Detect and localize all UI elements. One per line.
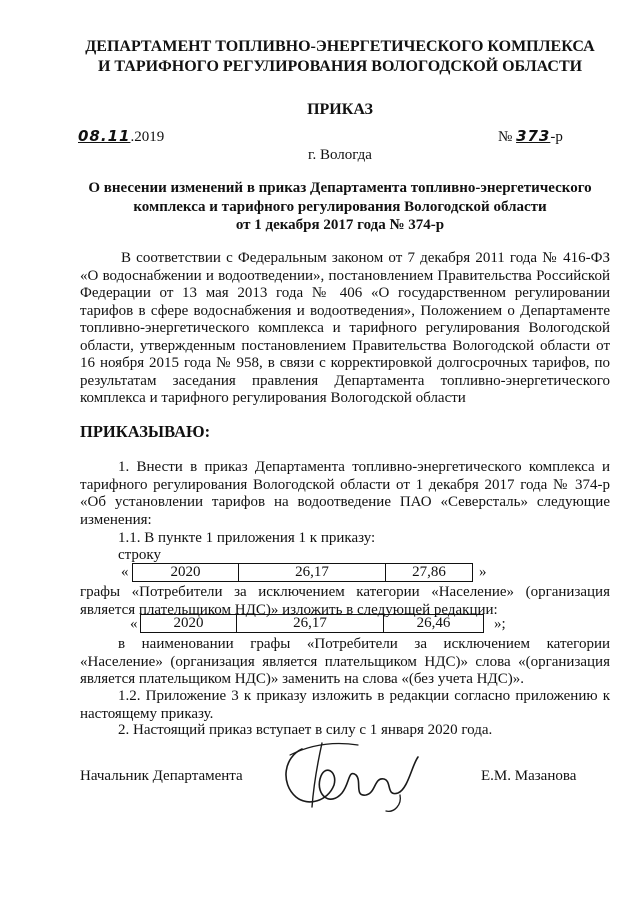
signature-stroke-1	[286, 749, 418, 802]
document-type: ПРИКАЗ	[307, 101, 373, 118]
document-subject	[72, 179, 608, 235]
preamble-paragraph: В соответствии с Федеральным законом от 7 декабря 2011 года № 416-ФЗ «О водоснабжении и водоотведении», постановлением Правительства Российской Федерации от 13 мая 2013 года № 406 «О государственном регулировании тарифов в сфере водоснабжения и водоотведения», Положением о Департаменте топливно-энергетического комплекса и тарифного регулирования Вологодской области, утвержденным постановлением Правительства Вологодской области от 16 ноября 2015 года № 958, в связи с корректировкой долгосрочных тарифов, по результатам заседания правления Департамента топливно-энергетического комплекса и тарифного регулирования Вологодской области	[80, 250, 610, 406]
row-word: строку	[118, 547, 161, 563]
signature-stroke-4	[386, 795, 400, 811]
quote-open-new: «	[130, 616, 138, 632]
subject-line-2: комплекса и тарифного регулирования Вологодской области	[133, 198, 547, 215]
quote-close-new: »;	[494, 616, 506, 632]
old-rate-value-2: 27,86	[386, 564, 473, 582]
subject-line-3: от 1 декабря 2017 года № 374-р	[235, 217, 445, 233]
organization-header	[70, 37, 610, 77]
document-number	[498, 127, 563, 146]
number-suffix: -р	[550, 129, 563, 145]
quote-open-old: «	[121, 564, 129, 580]
old-rate-value-1: 26,17	[239, 564, 386, 582]
signatory-name: Е.М. Мазанова	[481, 768, 577, 784]
new-rate-value-1: 26,17	[237, 615, 384, 633]
org-line-1: ДЕПАРТАМЕНТ ТОПЛИВНО-ЭНЕРГЕТИЧЕСКОГО КОМПЛЕКСА	[85, 38, 595, 55]
org-line-2: И ТАРИФНОГО РЕГУЛИРОВАНИЯ ВОЛОГОДСКОЙ ОБЛАСТИ	[97, 58, 583, 75]
item-2-paragraph: 2. Настоящий приказ вступает в силу с 1 января 2020 года.	[118, 722, 493, 738]
old-rate-year: 2020	[133, 564, 239, 582]
document-date	[78, 127, 164, 146]
item-1-1-paragraph: 1.1. В пункте 1 приложения 1 к приказу:	[118, 530, 376, 546]
order-word: ПРИКАЗЫВАЮ:	[80, 422, 211, 441]
old-rate-row	[132, 563, 473, 582]
signature-stroke-2	[312, 743, 322, 807]
date-year: .2019	[130, 129, 165, 145]
column-text-paragraph: графы «Потребители за исключением категории «Население» (организация является плательщиком НДС)» изложить в следующей редакции:	[80, 584, 610, 618]
new-rate-year: 2020	[141, 615, 237, 633]
new-rate-value-2: 26,46	[384, 615, 484, 633]
quote-close-old: »	[479, 564, 487, 580]
item-1-2-paragraph: 1.2. Приложение 3 к приказу изложить в редакции согласно приложению к настоящему приказу.	[80, 688, 610, 722]
handwritten-number: 373	[516, 127, 551, 145]
number-sign: №	[498, 129, 513, 145]
item-1-paragraph: 1. Внести в приказ Департамента топливно-энергетического комплекса и тарифного регулирования Вологодской области от 1 декабря 2017 года № 374-р «Об установлении тарифов на водоотведение ПАО «Северсталь» следующие изменения:	[80, 459, 610, 528]
signatory-position: Начальник Департамента	[80, 768, 243, 784]
new-rate-row	[140, 614, 484, 633]
handwritten-signature	[262, 735, 442, 815]
handwritten-date: 08.11	[78, 127, 131, 145]
subject-line-1: О внесении изменений в приказ Департамента топливно-энергетического	[88, 180, 592, 196]
city: г. Вологда	[308, 147, 372, 163]
rename-paragraph: в наименовании графы «Потребители за исключением категории «Население» (организация является плательщиком НДС)» слова «(организация является плательщиком НДС)» заменить на слова «(без учета НДС)».	[80, 636, 610, 687]
